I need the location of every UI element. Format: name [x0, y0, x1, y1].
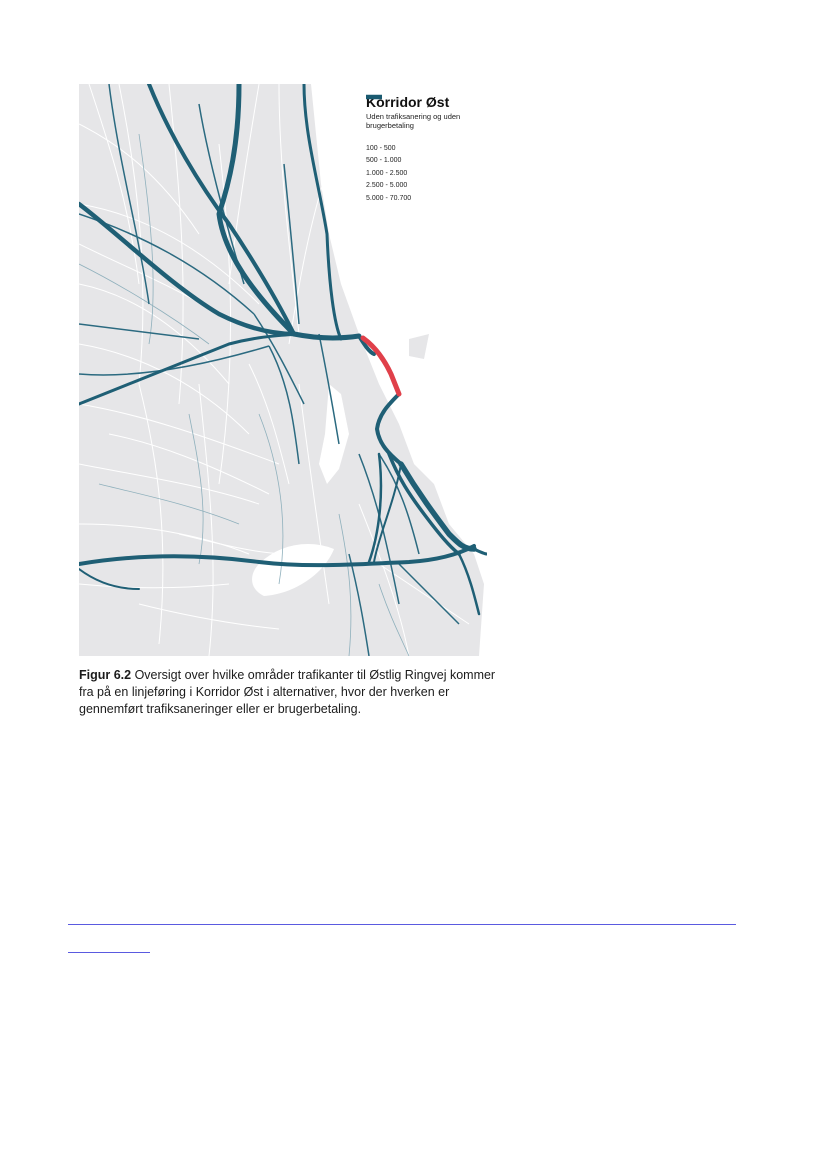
legend-label: 1.000 - 2.500: [366, 169, 408, 177]
legend-label: 500 - 1.000: [366, 157, 402, 165]
legend-item: [366, 167, 486, 180]
map-legend: [366, 94, 486, 205]
legend-swatch: [366, 94, 382, 100]
caption-text: Oversigt over hvilke områder trafikanter til Østlig Ringvej kommer fra på en linjeføring i Korridor Øst i alternativer, hvor der hverken er gennemført trafiksaneringer eller er brugerbetaling.: [79, 668, 496, 716]
legend-label: 2.500 - 5.000: [366, 182, 408, 190]
legend-item: [366, 180, 486, 193]
legend-item: [366, 142, 486, 155]
legend-list: [366, 142, 486, 205]
legend-label: 5.000 - 70.700: [366, 194, 412, 202]
figure-caption: [79, 667, 499, 718]
traffic-map-figure: [79, 84, 487, 656]
caption-label: Figur 6.2: [79, 668, 132, 682]
footnote-separator-end: [68, 952, 150, 953]
legend-title: Korridor Øst: [366, 94, 450, 110]
legend-subtitle: Uden trafiksanering og uden brugerbetaling: [366, 112, 461, 130]
legend-item: [366, 192, 486, 205]
legend-label: 100 - 500: [366, 144, 396, 152]
footnote-separator: [68, 924, 736, 925]
legend-item: [366, 155, 486, 168]
